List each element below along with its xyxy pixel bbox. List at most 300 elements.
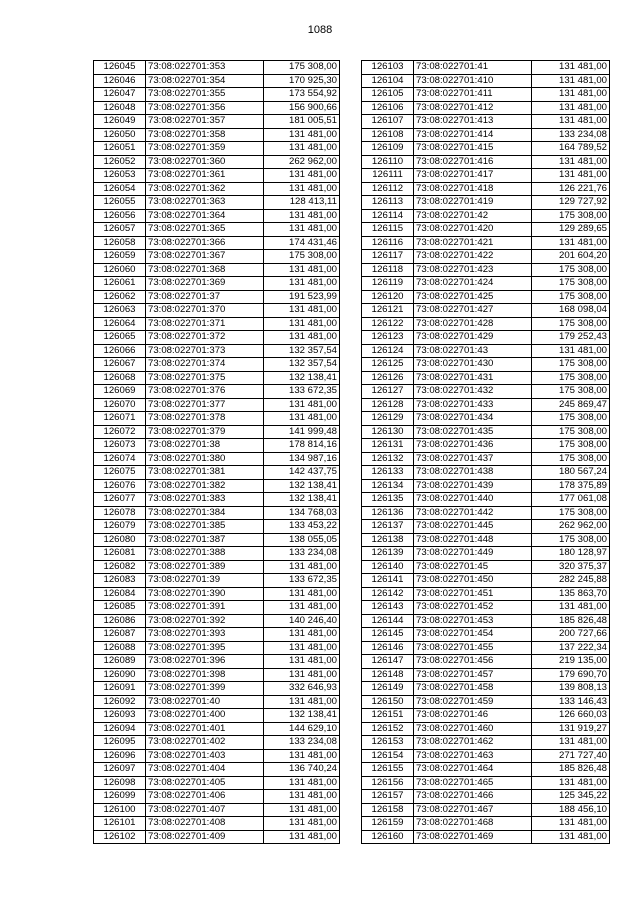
cadastral-number: 73:08:022701:43	[414, 344, 532, 358]
cadastral-number: 73:08:022701:453	[414, 614, 532, 628]
table-row	[362, 790, 610, 804]
row-number: 126066	[94, 344, 146, 358]
row-number: 126099	[94, 790, 146, 804]
table-row	[94, 439, 340, 453]
row-number: 126085	[94, 601, 146, 615]
table-row	[94, 331, 340, 345]
cadastral-value: 262 962,00	[264, 155, 340, 169]
cadastral-number: 73:08:022701:467	[414, 803, 532, 817]
row-number: 126101	[94, 817, 146, 831]
row-number: 126094	[94, 722, 146, 736]
cadastral-number: 73:08:022701:392	[146, 614, 264, 628]
cadastral-value: 141 999,48	[264, 425, 340, 439]
table-row	[362, 385, 610, 399]
row-number: 126059	[94, 250, 146, 264]
cadastral-value: 164 789,52	[532, 142, 610, 156]
table-row	[94, 61, 340, 75]
table-row	[362, 182, 610, 196]
cadastral-number: 73:08:022701:360	[146, 155, 264, 169]
row-number: 126057	[94, 223, 146, 237]
cadastral-value: 191 523,99	[264, 290, 340, 304]
cadastral-value: 282 245,88	[532, 574, 610, 588]
registry-table-left	[93, 60, 340, 844]
cadastral-value: 131 481,00	[264, 817, 340, 831]
table-row	[362, 587, 610, 601]
cadastral-number: 73:08:022701:450	[414, 574, 532, 588]
row-number: 126147	[362, 655, 414, 669]
cadastral-number: 73:08:022701:459	[414, 695, 532, 709]
cadastral-value: 175 308,00	[532, 385, 610, 399]
cadastral-number: 73:08:022701:366	[146, 236, 264, 250]
row-number: 126125	[362, 358, 414, 372]
cadastral-value: 131 481,00	[264, 263, 340, 277]
cadastral-number: 73:08:022701:423	[414, 263, 532, 277]
cadastral-number: 73:08:022701:377	[146, 398, 264, 412]
cadastral-number: 73:08:022701:448	[414, 533, 532, 547]
cadastral-value: 175 308,00	[532, 317, 610, 331]
cadastral-number: 73:08:022701:385	[146, 520, 264, 534]
cadastral-number: 73:08:022701:437	[414, 452, 532, 466]
cadastral-number: 73:08:022701:417	[414, 169, 532, 183]
cadastral-number: 73:08:022701:399	[146, 682, 264, 696]
row-number: 126082	[94, 560, 146, 574]
table-row	[94, 655, 340, 669]
cadastral-number: 73:08:022701:37	[146, 290, 264, 304]
cadastral-value: 200 727,66	[532, 628, 610, 642]
cadastral-value: 245 869,47	[532, 398, 610, 412]
table-row	[362, 250, 610, 264]
cadastral-number: 73:08:022701:445	[414, 520, 532, 534]
row-number: 126071	[94, 412, 146, 426]
cadastral-value: 125 345,22	[532, 790, 610, 804]
table-row	[94, 74, 340, 88]
cadastral-value: 131 481,00	[532, 236, 610, 250]
cadastral-number: 73:08:022701:389	[146, 560, 264, 574]
table-row	[362, 263, 610, 277]
cadastral-number: 73:08:022701:388	[146, 547, 264, 561]
cadastral-number: 73:08:022701:378	[146, 412, 264, 426]
row-number: 126152	[362, 722, 414, 736]
table-row	[94, 790, 340, 804]
row-number: 126143	[362, 601, 414, 615]
cadastral-value: 131 919,27	[532, 722, 610, 736]
row-number: 126136	[362, 506, 414, 520]
cadastral-value: 175 308,00	[532, 371, 610, 385]
cadastral-number: 73:08:022701:383	[146, 493, 264, 507]
row-number: 126157	[362, 790, 414, 804]
table-row	[94, 587, 340, 601]
cadastral-value: 175 308,00	[532, 263, 610, 277]
row-number: 126073	[94, 439, 146, 453]
row-number: 126081	[94, 547, 146, 561]
row-number: 126093	[94, 709, 146, 723]
cadastral-number: 73:08:022701:380	[146, 452, 264, 466]
cadastral-value: 129 289,65	[532, 223, 610, 237]
cadastral-value: 131 481,00	[264, 331, 340, 345]
table-row	[362, 466, 610, 480]
cadastral-value: 131 481,00	[264, 209, 340, 223]
row-number: 126068	[94, 371, 146, 385]
table-row	[94, 101, 340, 115]
cadastral-value: 131 481,00	[532, 736, 610, 750]
table-row	[362, 641, 610, 655]
cadastral-value: 131 481,00	[264, 277, 340, 291]
cadastral-number: 73:08:022701:458	[414, 682, 532, 696]
table-row	[362, 601, 610, 615]
cadastral-number: 73:08:022701:442	[414, 506, 532, 520]
cadastral-number: 73:08:022701:434	[414, 412, 532, 426]
cadastral-number: 73:08:022701:429	[414, 331, 532, 345]
cadastral-number: 73:08:022701:359	[146, 142, 264, 156]
row-number: 126148	[362, 668, 414, 682]
row-number: 126050	[94, 128, 146, 142]
cadastral-number: 73:08:022701:370	[146, 304, 264, 318]
table-row	[362, 169, 610, 183]
cadastral-number: 73:08:022701:398	[146, 668, 264, 682]
cadastral-number: 73:08:022701:405	[146, 776, 264, 790]
cadastral-number: 73:08:022701:412	[414, 101, 532, 115]
cadastral-value: 131 481,00	[264, 304, 340, 318]
cadastral-value: 170 925,30	[264, 74, 340, 88]
cadastral-number: 73:08:022701:364	[146, 209, 264, 223]
cadastral-number: 73:08:022701:355	[146, 88, 264, 102]
table-row	[362, 574, 610, 588]
table-row	[362, 493, 610, 507]
cadastral-value: 131 481,00	[264, 695, 340, 709]
cadastral-value: 131 481,00	[264, 223, 340, 237]
cadastral-value: 132 357,54	[264, 358, 340, 372]
cadastral-value: 139 808,13	[532, 682, 610, 696]
table-row	[362, 655, 610, 669]
cadastral-value: 131 481,00	[264, 628, 340, 642]
cadastral-number: 73:08:022701:365	[146, 223, 264, 237]
row-number: 126079	[94, 520, 146, 534]
table-row	[362, 74, 610, 88]
row-number: 126092	[94, 695, 146, 709]
cadastral-number: 73:08:022701:451	[414, 587, 532, 601]
row-number: 126145	[362, 628, 414, 642]
cadastral-number: 73:08:022701:368	[146, 263, 264, 277]
cadastral-number: 73:08:022701:433	[414, 398, 532, 412]
table-row	[94, 209, 340, 223]
table-row	[94, 547, 340, 561]
table-row	[362, 817, 610, 831]
row-number: 126074	[94, 452, 146, 466]
table-row	[362, 439, 610, 453]
cadastral-number: 73:08:022701:455	[414, 641, 532, 655]
cadastral-value: 131 481,00	[264, 412, 340, 426]
cadastral-number: 73:08:022701:401	[146, 722, 264, 736]
row-number: 126115	[362, 223, 414, 237]
page-number: 1088	[307, 24, 333, 36]
cadastral-number: 73:08:022701:440	[414, 493, 532, 507]
row-number: 126070	[94, 398, 146, 412]
row-number: 126083	[94, 574, 146, 588]
table-row	[362, 776, 610, 790]
cadastral-number: 73:08:022701:469	[414, 830, 532, 844]
cadastral-value: 131 481,00	[264, 398, 340, 412]
cadastral-value: 131 481,00	[532, 88, 610, 102]
table-row	[362, 412, 610, 426]
table-row	[94, 452, 340, 466]
row-number: 126097	[94, 763, 146, 777]
row-number: 126155	[362, 763, 414, 777]
table-row	[362, 736, 610, 750]
cadastral-value: 134 768,03	[264, 506, 340, 520]
cadastral-value: 133 672,35	[264, 574, 340, 588]
table-row	[94, 398, 340, 412]
cadastral-value: 175 308,00	[532, 277, 610, 291]
row-number: 126064	[94, 317, 146, 331]
cadastral-number: 73:08:022701:431	[414, 371, 532, 385]
row-number: 126144	[362, 614, 414, 628]
table-row	[362, 209, 610, 223]
row-number: 126140	[362, 560, 414, 574]
table-row	[362, 695, 610, 709]
row-number: 126107	[362, 115, 414, 129]
table-row	[94, 290, 340, 304]
table-row	[94, 641, 340, 655]
table-row	[94, 128, 340, 142]
cadastral-value: 144 629,10	[264, 722, 340, 736]
cadastral-number: 73:08:022701:418	[414, 182, 532, 196]
cadastral-number: 73:08:022701:390	[146, 587, 264, 601]
cadastral-value: 133 672,35	[264, 385, 340, 399]
cadastral-value: 185 826,48	[532, 614, 610, 628]
table-row	[94, 763, 340, 777]
cadastral-value: 131 481,00	[264, 749, 340, 763]
cadastral-value: 131 481,00	[264, 641, 340, 655]
row-number: 126046	[94, 74, 146, 88]
cadastral-number: 73:08:022701:456	[414, 655, 532, 669]
table-row	[94, 520, 340, 534]
cadastral-value: 131 481,00	[264, 317, 340, 331]
cadastral-number: 73:08:022701:425	[414, 290, 532, 304]
table-row	[94, 88, 340, 102]
table-row	[94, 263, 340, 277]
cadastral-value: 126 221,76	[532, 182, 610, 196]
table-row	[362, 115, 610, 129]
cadastral-value: 181 005,51	[264, 115, 340, 129]
cadastral-value: 131 481,00	[532, 74, 610, 88]
cadastral-number: 73:08:022701:361	[146, 169, 264, 183]
cadastral-value: 175 308,00	[532, 358, 610, 372]
row-number: 126135	[362, 493, 414, 507]
table-row	[94, 304, 340, 318]
row-number: 126112	[362, 182, 414, 196]
table-row	[362, 506, 610, 520]
table-row	[362, 277, 610, 291]
row-number: 126072	[94, 425, 146, 439]
table-row	[94, 142, 340, 156]
table-row	[362, 398, 610, 412]
table-row	[94, 317, 340, 331]
cadastral-value: 175 308,00	[532, 439, 610, 453]
cadastral-number: 73:08:022701:407	[146, 803, 264, 817]
cadastral-number: 73:08:022701:393	[146, 628, 264, 642]
cadastral-number: 73:08:022701:367	[146, 250, 264, 264]
cadastral-value: 185 826,48	[532, 763, 610, 777]
row-number: 126065	[94, 331, 146, 345]
cadastral-value: 201 604,20	[532, 250, 610, 264]
cadastral-value: 131 481,00	[532, 830, 610, 844]
table-row	[362, 668, 610, 682]
cadastral-value: 271 727,40	[532, 749, 610, 763]
cadastral-value: 168 098,04	[532, 304, 610, 318]
cadastral-number: 73:08:022701:438	[414, 466, 532, 480]
row-number: 126102	[94, 830, 146, 844]
cadastral-number: 73:08:022701:400	[146, 709, 264, 723]
cadastral-number: 73:08:022701:411	[414, 88, 532, 102]
cadastral-value: 320 375,37	[532, 560, 610, 574]
row-number: 126123	[362, 331, 414, 345]
cadastral-value: 178 375,89	[532, 479, 610, 493]
row-number: 126134	[362, 479, 414, 493]
cadastral-value: 175 308,00	[532, 209, 610, 223]
row-number: 126120	[362, 290, 414, 304]
cadastral-value: 131 481,00	[532, 344, 610, 358]
row-number: 126054	[94, 182, 146, 196]
row-number: 126111	[362, 169, 414, 183]
cadastral-number: 73:08:022701:40	[146, 695, 264, 709]
cadastral-value: 131 481,00	[532, 101, 610, 115]
cadastral-number: 73:08:022701:396	[146, 655, 264, 669]
row-number: 126106	[362, 101, 414, 115]
cadastral-value: 174 431,46	[264, 236, 340, 250]
cadastral-value: 131 481,00	[532, 115, 610, 129]
row-number: 126095	[94, 736, 146, 750]
cadastral-number: 73:08:022701:374	[146, 358, 264, 372]
cadastral-value: 131 481,00	[532, 169, 610, 183]
cadastral-number: 73:08:022701:413	[414, 115, 532, 129]
table-row	[94, 169, 340, 183]
row-number: 126063	[94, 304, 146, 318]
cadastral-value: 128 413,11	[264, 196, 340, 210]
cadastral-number: 73:08:022701:42	[414, 209, 532, 223]
table-row	[94, 371, 340, 385]
cadastral-value: 175 308,00	[532, 452, 610, 466]
cadastral-value: 178 814,16	[264, 439, 340, 453]
cadastral-value: 332 646,93	[264, 682, 340, 696]
cadastral-value: 132 138,41	[264, 371, 340, 385]
row-number: 126080	[94, 533, 146, 547]
table-row	[94, 479, 340, 493]
table-row	[362, 236, 610, 250]
cadastral-number: 73:08:022701:373	[146, 344, 264, 358]
cadastral-value: 180 128,97	[532, 547, 610, 561]
cadastral-value: 132 357,54	[264, 344, 340, 358]
row-number: 126114	[362, 209, 414, 223]
cadastral-value: 173 554,92	[264, 88, 340, 102]
cadastral-number: 73:08:022701:460	[414, 722, 532, 736]
cadastral-value: 131 481,00	[264, 830, 340, 844]
cadastral-value: 156 900,66	[264, 101, 340, 115]
row-number: 126156	[362, 776, 414, 790]
table-row	[362, 722, 610, 736]
cadastral-value: 132 138,41	[264, 709, 340, 723]
table-row	[362, 128, 610, 142]
cadastral-number: 73:08:022701:419	[414, 196, 532, 210]
cadastral-number: 73:08:022701:464	[414, 763, 532, 777]
row-number: 126113	[362, 196, 414, 210]
row-number: 126076	[94, 479, 146, 493]
table-row	[362, 61, 610, 75]
table-row	[94, 749, 340, 763]
cadastral-value: 131 481,00	[264, 182, 340, 196]
table-row	[94, 776, 340, 790]
cadastral-number: 73:08:022701:422	[414, 250, 532, 264]
cadastral-number: 73:08:022701:416	[414, 155, 532, 169]
registry-table-right	[361, 60, 610, 844]
cadastral-number: 73:08:022701:463	[414, 749, 532, 763]
cadastral-number: 73:08:022701:384	[146, 506, 264, 520]
cadastral-number: 73:08:022701:414	[414, 128, 532, 142]
table-row	[362, 763, 610, 777]
row-number: 126121	[362, 304, 414, 318]
table-row	[94, 182, 340, 196]
cadastral-value: 175 308,00	[264, 250, 340, 264]
cadastral-number: 73:08:022701:439	[414, 479, 532, 493]
table-row	[362, 290, 610, 304]
table-row	[362, 101, 610, 115]
row-number: 126104	[362, 74, 414, 88]
table-row	[94, 736, 340, 750]
cadastral-number: 73:08:022701:39	[146, 574, 264, 588]
cadastral-number: 73:08:022701:46	[414, 709, 532, 723]
cadastral-number: 73:08:022701:449	[414, 547, 532, 561]
row-number: 126149	[362, 682, 414, 696]
cadastral-value: 132 138,41	[264, 493, 340, 507]
cadastral-value: 133 146,43	[532, 695, 610, 709]
row-number: 126045	[94, 61, 146, 75]
cadastral-value: 175 308,00	[264, 61, 340, 75]
cadastral-number: 73:08:022701:408	[146, 817, 264, 831]
cadastral-number: 73:08:022701:353	[146, 61, 264, 75]
cadastral-number: 73:08:022701:430	[414, 358, 532, 372]
table-row	[94, 628, 340, 642]
cadastral-number: 73:08:022701:45	[414, 560, 532, 574]
cadastral-value: 131 481,00	[264, 790, 340, 804]
table-row	[362, 331, 610, 345]
cadastral-value: 131 481,00	[264, 169, 340, 183]
row-number: 126133	[362, 466, 414, 480]
table-row	[94, 425, 340, 439]
table-row	[362, 709, 610, 723]
row-number: 126091	[94, 682, 146, 696]
row-number: 126086	[94, 614, 146, 628]
cadastral-number: 73:08:022701:375	[146, 371, 264, 385]
row-number: 126058	[94, 236, 146, 250]
cadastral-number: 73:08:022701:387	[146, 533, 264, 547]
table-row	[94, 506, 340, 520]
cadastral-value: 219 135,00	[532, 655, 610, 669]
table-row	[362, 358, 610, 372]
cadastral-value: 131 481,00	[264, 601, 340, 615]
cadastral-value: 131 481,00	[264, 803, 340, 817]
table-row	[94, 196, 340, 210]
cadastral-number: 73:08:022701:362	[146, 182, 264, 196]
cadastral-value: 133 234,08	[264, 736, 340, 750]
cadastral-value: 131 481,00	[264, 776, 340, 790]
cadastral-value: 262 962,00	[532, 520, 610, 534]
row-number: 126105	[362, 88, 414, 102]
table-row	[362, 560, 610, 574]
row-number: 126078	[94, 506, 146, 520]
row-number: 126096	[94, 749, 146, 763]
table-row	[362, 749, 610, 763]
row-number: 126061	[94, 277, 146, 291]
cadastral-value: 131 481,00	[264, 560, 340, 574]
